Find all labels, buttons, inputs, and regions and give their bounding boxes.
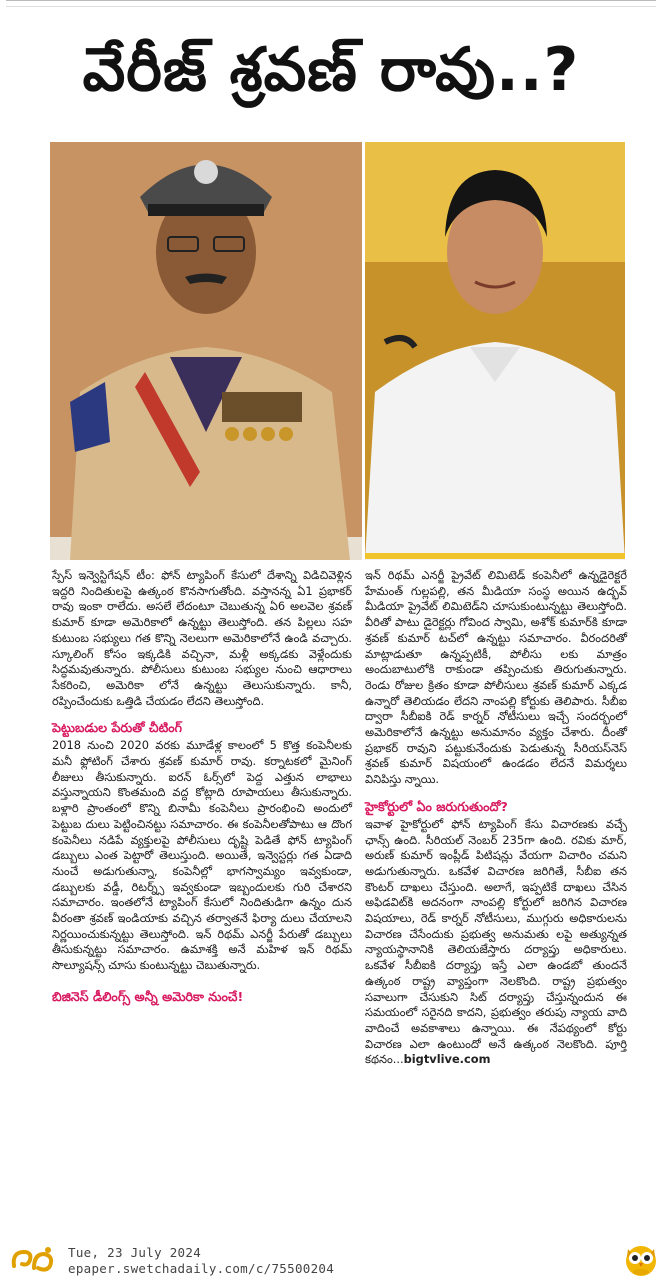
photo-accent-bar xyxy=(365,553,625,559)
man-photo xyxy=(365,142,625,560)
subhead-cheating: పెట్టుబడుల పేరుతో చీటింగ్‌ xyxy=(52,720,183,736)
subhead-business: బిజినెస్‌ డీలింగ్స్‌ అన్నీ అమెరికా నుంచే! xyxy=(52,988,244,1004)
subhead-highcourt: హైకోర్టులో ఏం జరుగుతుందో? xyxy=(365,798,508,814)
cheating-paragraph: 2018 నుంచి 2020 వరకు మూడేళ్ల కాలంలో 5 కొత్త కంపెనీలకు మనీ ఫ్లోటింగ్‌ చేశారు శ్రవణ్‌ కుమార్‌ రావు. కర్నాటకలో మైనింగ్‌ లీజులు తీసుకున్నారు. ఐరన్‌ ఓర్స్‌లో పెద్ద ఎత్తున లాభాలు వస్తున్నాయని కొంతమంది వద్ద కోట్లాది రూపాయలు తీసుకున్నారు. బళ్లారి ప్రాంతంలో కొన్ని బినామీ కంపెనీలు ప్రారంభించి అందులో పెట్టుబ దులు పెట్టించినట్టు సమాచారం. ఈ కంపెనీలతోపాటు ఆ దొంగ కంపెనీలు నడిపే వ్యక్తులపై పోలీసులు దృష్టి పెడితే ఫోన్‌ ట్యాపింగ్‌ డబ్బులు ఎంత పెట్టారో తెలుస్తుంది. అయితే, ఇన్వెస్టర్లు గత ఏడాది నుంచే అడుగుతున్నా, కంపెనీల్లో భాగస్వామ్యం ఇవ్వకుండా, డబ్బులకు వడ్డీ, రిటర్న్స్‌ ఇవ్వకుండా ఇబ్బందులకు గురి చేశారని సమాచారం. ఇంతలోనే ట్యాపింగ్‌ కేసులో నిందితుడిగా ఉన్నం దున వీరంతా శ్రవణ్‌ ఇండియాకు వచ్చిన తర్వాతనే ఫిర్యా దులు చేయాలని నిర్ణయించుకున్నట్టు తెలుస్తోంది. ఇన్‌ రిథమ్‌ ఎనర్జీ పేరుతో డబ్బులు తీసుకున్నట్టు సమాచారం. ఉమాశక్తి అనే మహిళ ఇన్‌ రిథమ్‌ సొల్యూషన్స్‌ చూసు కుంటున్నట్టు చెబుతున్నారు. xyxy=(52,738,352,973)
left-column xyxy=(52,568,352,1007)
source-link[interactable]: bigtvlive.com xyxy=(403,1052,491,1067)
headline: వేరీజ్‌ శ్రవణ్‌ రావు..? xyxy=(82,35,580,105)
owl-mascot-icon[interactable] xyxy=(624,1241,658,1277)
directors-paragraph: ఇన్‌ రిథమ్‌ ఎనర్జీ ప్రైవేట్‌ లిమిటెడ్‌ కంపెనీలో ఉన్నడైరెక్టరే హేమంత్‌ గుల్లపల్లి, తన మీడియా సంస్థ అయిన ఉద్భవ్‌ మీడియా ప్రైవేట్‌ లిమిటెడ్‌ని చూసుకుంటున్నట్టు తెలుస్తోంది. వీరితో పాటు డైరెక్టర్లు గోవింద స్వామి, అశోక్‌ కుమార్‌కి కూడా శ్రవణ్‌ కుమార్‌ టచ్‌లో ఉన్నట్టు సమాచారం. వీరందరితో మాట్లాడుతూ ఉన్నప్పటికీ, పోలీసు లకు మాత్రం అందుబాటులోకి రాకుండా తప్పించుకు తిరుగుతున్నారు. రెండు రోజుల క్రితం కూడా పోలీసులు శ్రవణ్‌ కుమార్‌ ఎక్కడ ఉన్నారో తెలియడం లేదని నాంపల్లి కోర్టుకు తెలిపారు. సీబీఐ ద్వారా సీబీఐకి రెడ్‌ కార్నర్‌ నోటీసులు ఇచ్చే సందర్భంలో అమెరికాలోనే ఉన్నట్టు అనుమానం వ్యక్తం చేశారు. దీంతో ప్రభాకర్‌ రావుని పట్టుకునేందుకు పెడుతున్న సీరియస్‌నెస్‌ శ్రవణ్‌ కుమార్‌ విషయంలో ఉండడం లేదనే విమర్శలు వినిపిస్తు న్నాయి. xyxy=(365,568,627,787)
highcourt-paragraph xyxy=(365,817,627,1068)
right-column xyxy=(365,568,627,1068)
publication-date: Tue, 23 July 2024 xyxy=(68,1245,202,1260)
source-label: పూర్తి కథనం... xyxy=(365,1036,627,1067)
officer-photo xyxy=(50,142,362,560)
swetcha-logo-icon[interactable] xyxy=(8,1244,58,1276)
footer-bar xyxy=(0,1236,662,1280)
intro-paragraph: స్పేస్‌ ఇన్వెస్టిగేషన్‌ టీం: ఫోన్‌ ట్యాపింగ్‌ కేసులో దేశాన్ని విడిచివెళ్లిన ఇద్దరి నిందితులపై ఉత్కంఠ కొనసాగుతోంది. వస్తానన్న ఏ1 ప్రభాకర్‌ రావు ఇంకా రాలేదు. అసలే లేదంటూ చెబుతున్న ఏ6 అలవెల శ్రవణ్‌ కుమార్‌ కూడా అమెరికాలో ఉన్నట్టు తెలుస్తోంది. తన పిల్లలు సహ కుటుంబ సభ్యులు గత కొన్ని నెలలుగా అమెరికాలోనే ఉండి వచ్చారు. స్కూలింగ్‌ కోసం ఇక్కడికి వచ్చినా, మళ్లీ అక్కడకు వెళ్లేందుకు సిద్ధమవుతున్నారు. పోలీసులు కుటుంబ సభ్యుల నుంచి ఆధారాలు సేకరించి, అమెరికా లోనే ఉన్నట్టు తెలుసుకున్నారు. కానీ, రప్పించేందుకు ఒత్తిడి చేయడం లేదని తెలుస్తోంది. xyxy=(52,568,352,708)
epaper-url[interactable]: epaper.swetchadaily.com/c/75500204 xyxy=(68,1261,335,1276)
top-rule xyxy=(6,0,656,7)
highcourt-text: ఇవాళ హైకోర్టులో ఫోన్‌ ట్యాపింగ్‌ కేసు విచారణకు వచ్చే ఛాన్స్‌ ఉంది. సీరియల్‌ నెంబర్‌ 235గా ఉంది. రవికు మార్‌, అరుణ్‌ కుమార్‌ ఇంప్లీడ్‌ పిటిషన్లు వేయగా విచారిం చమని అడుగుతున్నారు. ఒకవేళ విచారణ జరిగితే, సీబీఐ తన కౌంటర్‌ దాఖలు చేస్తుంది. అలాగే, ఇప్పటికే దాఖలు చేసిన అఫిడవిట్‌కి అదనంగా నాంపల్లి కోర్టులో జరిగిన విచారణ విషయాలు, రెడ్‌ కార్నర్‌ నోటీసులు, ముగ్గురు అధికారులను విచారణ చేసేందుకు ప్రభుత్వ అనుమతు లపై అత్యున్నత న్యాయస్థానానికి తెలియజేస్తారు దర్యాప్తు అధికారులు. ఒకవేళ సీబీఐకి దర్యాప్తు ఇస్తే ఎలా ఉండబో తుందనే ఉత్కంఠ రాష్ట్ర వ్యాప్తంగా నెలకొంది. రాష్ట్ర ప్రభుత్వం సవాలుగా చేసుకుని సిట్‌ దర్యాప్తు చేస్తున్నందున ఈ సమయంలో సరైనది కాదని, ప్రభుత్వం తరుపు న్యాయ వాది వాదించే అవకాశాలు ఉన్నాయి. ఈ నేపథ్యంలో కోర్టు విచారణ ఎలా ఉంటుందో అనే ఉత్కంఠ నెలకొంది. xyxy=(365,816,627,1051)
